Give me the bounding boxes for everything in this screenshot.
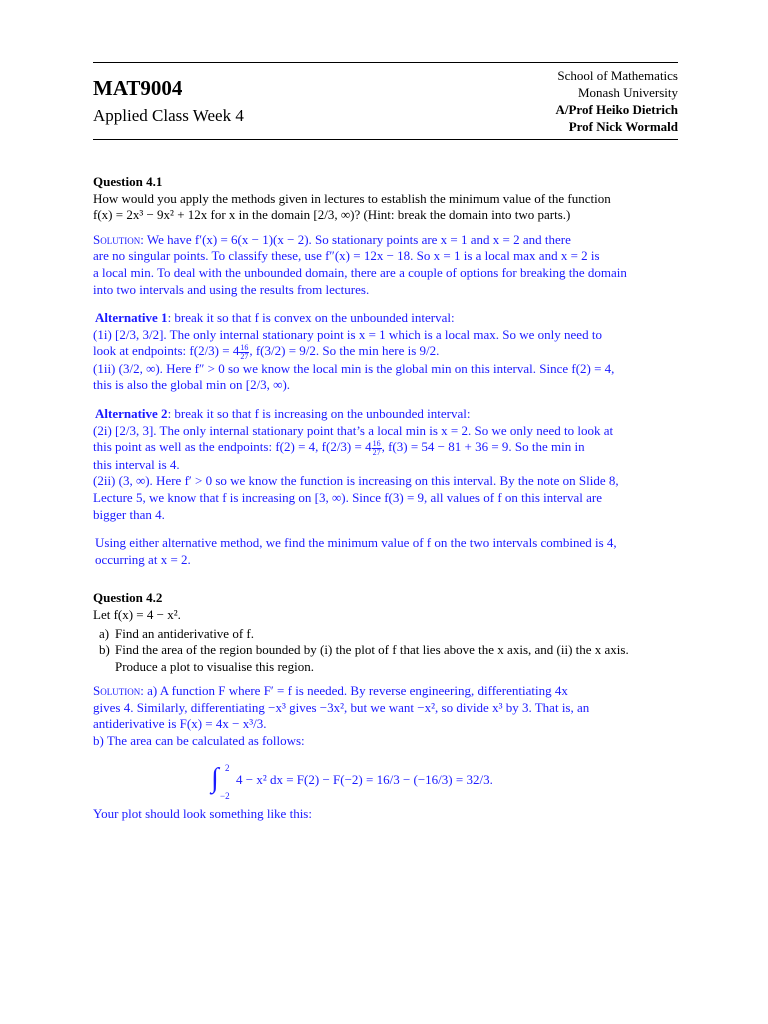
solution-line-3: a local min. To deal with the unbounded domain, there are a couple of options for breaking the domain: [93, 264, 627, 280]
solution-2-line-2: gives 4. Similarly, differentiating −x³ gives −3x², but we want −x², so divide x³ by 3. That is, an: [93, 699, 590, 715]
alternative-1-title: Alternative 1: [95, 310, 168, 326]
staff-name-2: Prof Nick Wormald: [568, 119, 678, 134]
header-top-rule: [93, 62, 678, 63]
alternative-1-line-2a: look at endpoints: f(2/3) = 4: [93, 343, 240, 359]
question-4-1-title: Question 4.1: [93, 174, 163, 189]
fraction-16-27: $\frac{16}{27}$: [240, 342, 249, 361]
part-b: b) Find the area of the region bounded by (i) the plot of f that lies above the x axis, and (ii) the x axis. Produce a plot to visualise this region.: [99, 642, 629, 674]
course-code: MAT9004: [93, 76, 183, 100]
alternative-2-line-5: Lecture 5, we know that f is increasing on [3, ∞). Since f(3) = 9, all values of f on this interval are: [93, 489, 602, 505]
alternative-2-line-2b: , f(3) = 54 − 81 + 36 = 9. So the min in: [381, 439, 585, 455]
alternative-2-line-3: this interval is 4.: [93, 456, 180, 472]
alternative-2-block: [93, 406, 678, 523]
alternative-1-line-2b: , f(3/2) = 9/2. So the min here is 9/2.: [249, 343, 440, 359]
solution-line-1: We have f′(x) = 6(x − 1)(x − 2). So stationary points are x = 1 and x = 2 and there: [143, 231, 571, 247]
header-left: [93, 75, 244, 127]
question-4-1-text-line-1: How would you apply the methods given in lectures to establish the minimum value of the function: [93, 190, 611, 206]
question-4-1-solution: [93, 232, 678, 298]
solution-label: Solution:: [93, 231, 144, 247]
integral-upper-limit: 2: [225, 762, 230, 773]
alternative-2-line-6: bigger than 4.: [93, 506, 165, 522]
integral-lower-limit: −2: [220, 790, 230, 801]
conclusion-line-2: occurring at x = 2.: [95, 551, 191, 567]
main-content: [93, 174, 678, 822]
class-title: Applied Class Week 4: [93, 106, 244, 125]
header-right: [555, 67, 678, 135]
alternative-2-title: Alternative 2: [95, 406, 168, 422]
question-4-2-let: Let f(x) = 4 − x².: [93, 606, 181, 622]
integral-display: [93, 762, 678, 801]
alternative-2-heading: : break it so that f is increasing on the unbounded interval:: [167, 406, 471, 422]
solution-2-line-4: b) The area can be calculated as follows:: [93, 733, 305, 749]
integral-expression: 4 − x² dx = F(2) − F(−2) = 16/3 − (−16/3) = 32/3.: [236, 771, 493, 787]
question-4-2-title: Question 4.2: [93, 590, 163, 606]
alternative-1-line-1: (1i) [2/3, 3/2]. The only internal stationary point is x = 1 which is a local max. So we only need to: [93, 326, 602, 342]
solution-2-line-3: antiderivative is F(x) = 4x − x³/3.: [93, 716, 267, 732]
solution-2-label: Solution:: [93, 683, 144, 699]
question-4-2-parts: [93, 626, 678, 676]
school-name: School of Mathematics: [557, 68, 678, 83]
university-name: Monash University: [577, 85, 678, 100]
plot-note: Your plot should look something like this:: [93, 805, 312, 821]
conclusion-line-1: Using either alternative method, we find the minimum value of f on the two intervals combined is 4,: [95, 535, 617, 551]
solution-line-2: are no singular points. To classify these, use f″(x) = 12x − 18. So x = 1 is a local max and x = 2 is: [93, 248, 600, 264]
solution-2-line-1: a) A function F where F′ = f is needed. By reverse engineering, differentiating 4x: [143, 683, 568, 699]
integral-symbol: ∫: [211, 762, 219, 794]
header-bottom-rule: [93, 139, 678, 140]
alternative-2-line-2a: this point as well as the endpoints: f(2) = 4, f(2/3) = 4: [93, 439, 372, 455]
alternative-2-line-1: (2i) [2/3, 3]. The only internal stationary point that’s a local min is x = 2. So we only need to look at: [93, 422, 614, 438]
staff-name-1: A/Prof Heiko Dietrich: [555, 102, 678, 117]
alternative-1-line-4: this is also the global min on [2/3, ∞).: [93, 377, 291, 393]
fraction-16-27-b: $\frac{16}{27}$: [372, 438, 381, 457]
alternative-1-block: [93, 310, 678, 394]
part-a: a) Find an antiderivative of f.: [99, 625, 254, 641]
question-4-2-solution: [93, 683, 678, 822]
alternative-2-line-4: (2ii) (3, ∞). Here f′ > 0 so we know the function is increasing on this interval. By the note on Slide 8,: [93, 473, 619, 489]
alternative-1-line-3: (1ii) (3/2, ∞). Here f″ > 0 so we know the local min is the global min on this interval. Since f(2) = 4,: [93, 360, 615, 376]
question-4-1-conclusion: [93, 535, 678, 568]
alternative-1-heading: : break it so that f is convex on the unbounded interval:: [167, 310, 455, 326]
solution-line-4: into two intervals and using the results from lectures.: [93, 281, 370, 297]
question-4-1-text-line-2: f(x) = 2x³ − 9x² + 12x for x in the domain [2/3, ∞)? (Hint: break the domain into two parts.): [93, 207, 571, 223]
